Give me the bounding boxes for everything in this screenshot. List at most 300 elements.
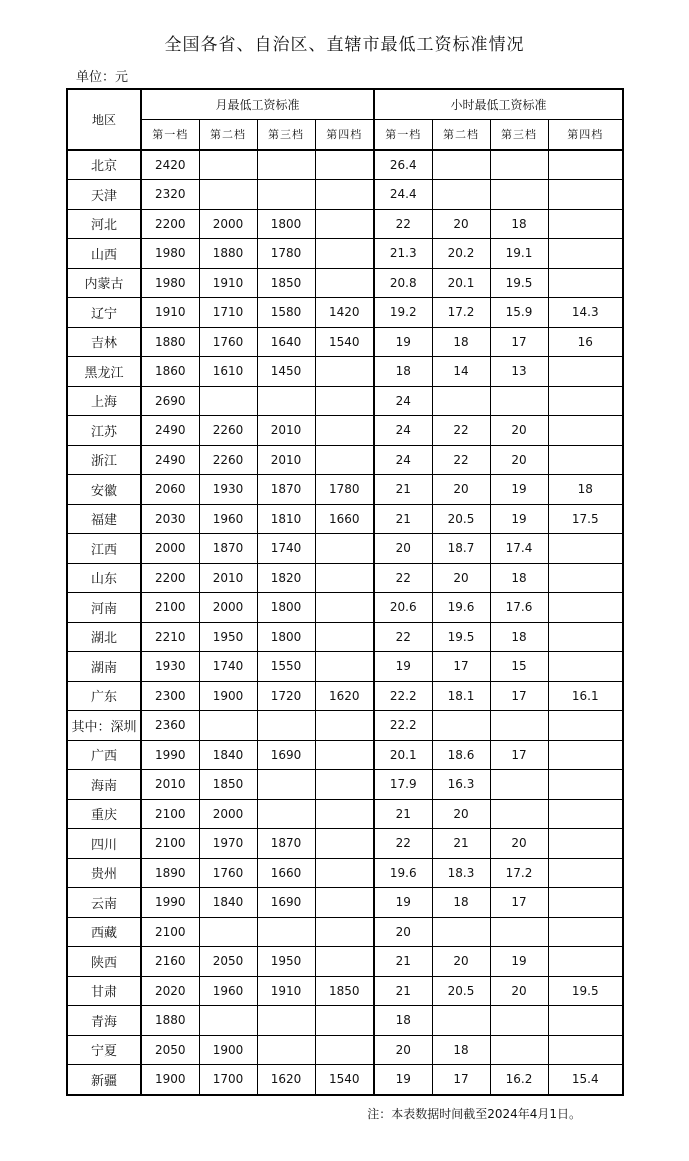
region-cell: 贵州 — [67, 858, 141, 888]
region-cell: 湖北 — [67, 622, 141, 652]
monthly-tier-2-cell: 1960 — [199, 504, 257, 534]
monthly-tier-4-cell: 1620 — [315, 681, 374, 711]
monthly-tier-1-cell: 2060 — [141, 475, 199, 505]
header-hourly-tier-3: 第三档 — [490, 119, 548, 150]
monthly-tier-1-cell: 1930 — [141, 652, 199, 682]
monthly-tier-1-cell: 2100 — [141, 593, 199, 623]
hourly-tier-4-cell — [548, 386, 623, 416]
monthly-tier-3-cell: 1660 — [257, 858, 315, 888]
monthly-tier-2-cell: 1950 — [199, 622, 257, 652]
monthly-tier-4-cell: 1780 — [315, 475, 374, 505]
monthly-tier-4-cell — [315, 829, 374, 859]
monthly-tier-3-cell: 1690 — [257, 740, 315, 770]
monthly-tier-2-cell: 1850 — [199, 770, 257, 800]
monthly-tier-3-cell: 1800 — [257, 593, 315, 623]
page-title: 全国各省、自治区、直辖市最低工资标准情况 — [164, 35, 525, 55]
hourly-tier-2-cell: 18 — [432, 888, 490, 918]
monthly-tier-1-cell: 2020 — [141, 976, 199, 1006]
region-cell: 黑龙江 — [67, 357, 141, 387]
monthly-tier-1-cell: 2000 — [141, 534, 199, 564]
table-row — [67, 947, 623, 977]
monthly-tier-1-cell: 1980 — [141, 239, 199, 269]
hourly-tier-2-cell: 20 — [432, 209, 490, 239]
table-row — [67, 711, 623, 741]
monthly-tier-3-cell: 1620 — [257, 1065, 315, 1095]
table-row — [67, 652, 623, 682]
hourly-tier-1-cell: 19 — [374, 327, 432, 357]
minimum-wage-table — [66, 88, 624, 1096]
monthly-tier-4-cell: 1660 — [315, 504, 374, 534]
hourly-tier-4-cell — [548, 652, 623, 682]
monthly-tier-2-cell: 2000 — [199, 209, 257, 239]
hourly-tier-1-cell: 20.8 — [374, 268, 432, 298]
region-cell: 云南 — [67, 888, 141, 918]
table-row — [67, 740, 623, 770]
region-cell: 河北 — [67, 209, 141, 239]
hourly-tier-3-cell: 15.9 — [490, 298, 548, 328]
monthly-tier-1-cell: 1900 — [141, 1065, 199, 1095]
hourly-tier-1-cell: 22 — [374, 563, 432, 593]
monthly-tier-4-cell — [315, 888, 374, 918]
monthly-tier-4-cell — [315, 740, 374, 770]
monthly-tier-2-cell — [199, 917, 257, 947]
monthly-tier-4-cell — [315, 858, 374, 888]
hourly-tier-2-cell: 19.6 — [432, 593, 490, 623]
monthly-tier-4-cell: 1850 — [315, 976, 374, 1006]
monthly-tier-3-cell: 1450 — [257, 357, 315, 387]
monthly-tier-1-cell: 2210 — [141, 622, 199, 652]
hourly-tier-4-cell — [548, 858, 623, 888]
hourly-tier-1-cell: 21 — [374, 799, 432, 829]
hourly-tier-2-cell — [432, 917, 490, 947]
hourly-tier-3-cell: 17.4 — [490, 534, 548, 564]
header-hourly: 小时最低工资标准 — [374, 89, 623, 119]
monthly-tier-4-cell — [315, 917, 374, 947]
monthly-tier-2-cell — [199, 150, 257, 180]
monthly-tier-3-cell — [257, 180, 315, 210]
table-row — [67, 563, 623, 593]
monthly-tier-2-cell — [199, 1006, 257, 1036]
hourly-tier-4-cell — [548, 622, 623, 652]
hourly-tier-3-cell: 20 — [490, 445, 548, 475]
monthly-tier-4-cell — [315, 563, 374, 593]
monthly-tier-4-cell — [315, 150, 374, 180]
monthly-tier-3-cell: 1690 — [257, 888, 315, 918]
monthly-tier-2-cell — [199, 386, 257, 416]
monthly-tier-2-cell: 1900 — [199, 1035, 257, 1065]
table-row — [67, 298, 623, 328]
table-body — [67, 150, 623, 1095]
hourly-tier-1-cell: 20.6 — [374, 593, 432, 623]
monthly-tier-1-cell: 2200 — [141, 209, 199, 239]
monthly-tier-1-cell: 1880 — [141, 1006, 199, 1036]
hourly-tier-2-cell: 18 — [432, 327, 490, 357]
monthly-tier-2-cell: 1910 — [199, 268, 257, 298]
monthly-tier-3-cell: 1780 — [257, 239, 315, 269]
header-hourly-tier-2: 第二档 — [432, 119, 490, 150]
monthly-tier-4-cell — [315, 445, 374, 475]
hourly-tier-1-cell: 24 — [374, 386, 432, 416]
hourly-tier-4-cell — [548, 1006, 623, 1036]
hourly-tier-1-cell: 18 — [374, 357, 432, 387]
hourly-tier-2-cell: 20 — [432, 563, 490, 593]
monthly-tier-1-cell: 1860 — [141, 357, 199, 387]
hourly-tier-3-cell — [490, 711, 548, 741]
table-row — [67, 357, 623, 387]
hourly-tier-2-cell: 21 — [432, 829, 490, 859]
monthly-tier-2-cell: 2000 — [199, 593, 257, 623]
hourly-tier-2-cell: 16.3 — [432, 770, 490, 800]
hourly-tier-4-cell — [548, 150, 623, 180]
table-row — [67, 1065, 623, 1095]
hourly-tier-1-cell: 21 — [374, 504, 432, 534]
hourly-tier-1-cell: 18 — [374, 1006, 432, 1036]
hourly-tier-3-cell — [490, 1035, 548, 1065]
monthly-tier-3-cell — [257, 799, 315, 829]
table-row — [67, 534, 623, 564]
monthly-tier-2-cell: 1880 — [199, 239, 257, 269]
table-row — [67, 917, 623, 947]
table-row — [67, 386, 623, 416]
table-row — [67, 858, 623, 888]
monthly-tier-4-cell — [315, 622, 374, 652]
region-cell: 福建 — [67, 504, 141, 534]
hourly-tier-4-cell: 15.4 — [548, 1065, 623, 1095]
region-cell: 湖南 — [67, 652, 141, 682]
monthly-tier-3-cell — [257, 770, 315, 800]
hourly-tier-3-cell: 17.2 — [490, 858, 548, 888]
hourly-tier-1-cell: 22 — [374, 209, 432, 239]
region-cell: 浙江 — [67, 445, 141, 475]
monthly-tier-2-cell: 2260 — [199, 445, 257, 475]
monthly-tier-3-cell: 1810 — [257, 504, 315, 534]
hourly-tier-1-cell: 22 — [374, 622, 432, 652]
monthly-tier-4-cell — [315, 209, 374, 239]
monthly-tier-2-cell: 1710 — [199, 298, 257, 328]
hourly-tier-1-cell: 20 — [374, 917, 432, 947]
hourly-tier-3-cell: 16.2 — [490, 1065, 548, 1095]
hourly-tier-4-cell: 16 — [548, 327, 623, 357]
hourly-tier-3-cell: 18 — [490, 622, 548, 652]
table-row — [67, 681, 623, 711]
monthly-tier-4-cell — [315, 1035, 374, 1065]
monthly-tier-3-cell — [257, 150, 315, 180]
hourly-tier-1-cell: 24 — [374, 445, 432, 475]
region-cell: 江苏 — [67, 416, 141, 446]
header-region: 地区 — [67, 89, 141, 150]
hourly-tier-3-cell — [490, 150, 548, 180]
monthly-tier-1-cell: 2010 — [141, 770, 199, 800]
monthly-tier-3-cell: 1870 — [257, 475, 315, 505]
hourly-tier-2-cell — [432, 711, 490, 741]
monthly-tier-3-cell: 1850 — [257, 268, 315, 298]
monthly-tier-3-cell: 1720 — [257, 681, 315, 711]
hourly-tier-2-cell: 20.2 — [432, 239, 490, 269]
monthly-tier-4-cell — [315, 711, 374, 741]
monthly-tier-3-cell: 2010 — [257, 416, 315, 446]
header-monthly-tier-4: 第四档 — [315, 119, 374, 150]
monthly-tier-1-cell: 1880 — [141, 327, 199, 357]
hourly-tier-4-cell — [548, 711, 623, 741]
monthly-tier-2-cell: 2000 — [199, 799, 257, 829]
monthly-tier-2-cell: 1900 — [199, 681, 257, 711]
monthly-tier-2-cell: 2050 — [199, 947, 257, 977]
hourly-tier-4-cell — [548, 416, 623, 446]
hourly-tier-3-cell — [490, 770, 548, 800]
region-cell: 新疆 — [67, 1065, 141, 1095]
header-hourly-tier-1: 第一档 — [374, 119, 432, 150]
hourly-tier-2-cell: 20 — [432, 475, 490, 505]
monthly-tier-1-cell: 1890 — [141, 858, 199, 888]
hourly-tier-2-cell — [432, 180, 490, 210]
footnote: 注：本表数据时间截至2024年4月1日。 — [367, 1107, 581, 1121]
monthly-tier-3-cell: 2010 — [257, 445, 315, 475]
monthly-tier-4-cell — [315, 1006, 374, 1036]
hourly-tier-2-cell — [432, 386, 490, 416]
hourly-tier-4-cell — [548, 445, 623, 475]
table-row — [67, 799, 623, 829]
region-cell: 海南 — [67, 770, 141, 800]
hourly-tier-4-cell: 16.1 — [548, 681, 623, 711]
monthly-tier-1-cell: 2690 — [141, 386, 199, 416]
hourly-tier-4-cell — [548, 888, 623, 918]
table-row — [67, 504, 623, 534]
monthly-tier-3-cell: 1820 — [257, 563, 315, 593]
monthly-tier-4-cell — [315, 386, 374, 416]
table-row — [67, 209, 623, 239]
monthly-tier-2-cell — [199, 180, 257, 210]
region-cell: 广西 — [67, 740, 141, 770]
hourly-tier-1-cell: 21 — [374, 947, 432, 977]
hourly-tier-3-cell: 19.5 — [490, 268, 548, 298]
hourly-tier-3-cell: 19 — [490, 475, 548, 505]
hourly-tier-2-cell: 19.5 — [432, 622, 490, 652]
monthly-tier-1-cell: 2200 — [141, 563, 199, 593]
monthly-tier-1-cell: 2050 — [141, 1035, 199, 1065]
hourly-tier-3-cell: 19 — [490, 947, 548, 977]
hourly-tier-1-cell: 17.9 — [374, 770, 432, 800]
hourly-tier-1-cell: 21.3 — [374, 239, 432, 269]
monthly-tier-2-cell: 1930 — [199, 475, 257, 505]
hourly-tier-4-cell — [548, 268, 623, 298]
hourly-tier-1-cell: 19 — [374, 888, 432, 918]
region-cell: 宁夏 — [67, 1035, 141, 1065]
region-cell: 河南 — [67, 593, 141, 623]
hourly-tier-1-cell: 24.4 — [374, 180, 432, 210]
region-cell: 天津 — [67, 180, 141, 210]
hourly-tier-1-cell: 21 — [374, 976, 432, 1006]
hourly-tier-2-cell — [432, 1006, 490, 1036]
monthly-tier-3-cell: 1800 — [257, 622, 315, 652]
hourly-tier-2-cell: 20.1 — [432, 268, 490, 298]
header-monthly-tier-1: 第一档 — [141, 119, 199, 150]
hourly-tier-1-cell: 19.2 — [374, 298, 432, 328]
table-row — [67, 416, 623, 446]
hourly-tier-1-cell: 19 — [374, 1065, 432, 1095]
region-cell: 其中：深圳 — [67, 711, 141, 741]
monthly-tier-4-cell — [315, 416, 374, 446]
table-row — [67, 150, 623, 180]
region-cell: 甘肃 — [67, 976, 141, 1006]
region-cell: 江西 — [67, 534, 141, 564]
monthly-tier-2-cell: 2010 — [199, 563, 257, 593]
table-row — [67, 829, 623, 859]
table-row — [67, 239, 623, 269]
table-row — [67, 1035, 623, 1065]
hourly-tier-4-cell — [548, 357, 623, 387]
monthly-tier-3-cell — [257, 711, 315, 741]
hourly-tier-3-cell — [490, 180, 548, 210]
monthly-tier-2-cell: 1960 — [199, 976, 257, 1006]
table-row — [67, 593, 623, 623]
table-row — [67, 1006, 623, 1036]
monthly-tier-4-cell — [315, 593, 374, 623]
monthly-tier-1-cell: 2490 — [141, 445, 199, 475]
monthly-tier-4-cell: 1540 — [315, 327, 374, 357]
hourly-tier-3-cell: 18 — [490, 563, 548, 593]
table-row — [67, 770, 623, 800]
hourly-tier-2-cell: 14 — [432, 357, 490, 387]
hourly-tier-2-cell: 22 — [432, 445, 490, 475]
hourly-tier-2-cell: 18.7 — [432, 534, 490, 564]
region-cell: 吉林 — [67, 327, 141, 357]
hourly-tier-2-cell: 18.6 — [432, 740, 490, 770]
hourly-tier-2-cell: 20.5 — [432, 504, 490, 534]
monthly-tier-1-cell: 2490 — [141, 416, 199, 446]
hourly-tier-3-cell: 20 — [490, 416, 548, 446]
header-monthly: 月最低工资标准 — [141, 89, 374, 119]
hourly-tier-1-cell: 20 — [374, 1035, 432, 1065]
monthly-tier-3-cell — [257, 1035, 315, 1065]
hourly-tier-3-cell — [490, 917, 548, 947]
table-row — [67, 445, 623, 475]
unit-label: 单位：元 — [76, 70, 129, 85]
region-cell: 内蒙古 — [67, 268, 141, 298]
region-cell: 山西 — [67, 239, 141, 269]
monthly-tier-3-cell: 1950 — [257, 947, 315, 977]
monthly-tier-2-cell: 1760 — [199, 858, 257, 888]
header-monthly-tier-3: 第三档 — [257, 119, 315, 150]
hourly-tier-4-cell — [548, 239, 623, 269]
monthly-tier-2-cell — [199, 711, 257, 741]
monthly-tier-4-cell — [315, 799, 374, 829]
monthly-tier-4-cell — [315, 357, 374, 387]
hourly-tier-2-cell: 18.3 — [432, 858, 490, 888]
hourly-tier-1-cell: 26.4 — [374, 150, 432, 180]
monthly-tier-1-cell: 2360 — [141, 711, 199, 741]
table-row — [67, 976, 623, 1006]
monthly-tier-1-cell: 2030 — [141, 504, 199, 534]
hourly-tier-2-cell: 18.1 — [432, 681, 490, 711]
hourly-tier-3-cell — [490, 1006, 548, 1036]
monthly-tier-3-cell: 1870 — [257, 829, 315, 859]
hourly-tier-2-cell: 18 — [432, 1035, 490, 1065]
hourly-tier-3-cell: 18 — [490, 209, 548, 239]
hourly-tier-4-cell — [548, 1035, 623, 1065]
hourly-tier-4-cell: 18 — [548, 475, 623, 505]
hourly-tier-3-cell: 17.6 — [490, 593, 548, 623]
hourly-tier-3-cell — [490, 799, 548, 829]
monthly-tier-1-cell: 1980 — [141, 268, 199, 298]
table-row — [67, 475, 623, 505]
monthly-tier-3-cell: 1910 — [257, 976, 315, 1006]
region-cell: 西藏 — [67, 917, 141, 947]
monthly-tier-1-cell: 1990 — [141, 740, 199, 770]
hourly-tier-3-cell: 13 — [490, 357, 548, 387]
monthly-tier-4-cell — [315, 534, 374, 564]
region-cell: 广东 — [67, 681, 141, 711]
hourly-tier-1-cell: 22.2 — [374, 681, 432, 711]
hourly-tier-3-cell: 19.1 — [490, 239, 548, 269]
monthly-tier-3-cell: 1640 — [257, 327, 315, 357]
monthly-tier-1-cell: 1990 — [141, 888, 199, 918]
monthly-tier-4-cell — [315, 770, 374, 800]
monthly-tier-2-cell: 1760 — [199, 327, 257, 357]
hourly-tier-1-cell: 21 — [374, 475, 432, 505]
table-row — [67, 327, 623, 357]
hourly-tier-1-cell: 19 — [374, 652, 432, 682]
hourly-tier-3-cell — [490, 386, 548, 416]
hourly-tier-4-cell — [548, 917, 623, 947]
monthly-tier-2-cell: 1610 — [199, 357, 257, 387]
hourly-tier-1-cell: 24 — [374, 416, 432, 446]
hourly-tier-4-cell — [548, 947, 623, 977]
header-monthly-tier-2: 第二档 — [199, 119, 257, 150]
monthly-tier-1-cell: 2160 — [141, 947, 199, 977]
hourly-tier-3-cell: 19 — [490, 504, 548, 534]
hourly-tier-3-cell: 20 — [490, 976, 548, 1006]
hourly-tier-3-cell: 15 — [490, 652, 548, 682]
hourly-tier-1-cell: 22.2 — [374, 711, 432, 741]
hourly-tier-4-cell: 19.5 — [548, 976, 623, 1006]
hourly-tier-2-cell: 20.5 — [432, 976, 490, 1006]
monthly-tier-1-cell: 2300 — [141, 681, 199, 711]
region-cell: 北京 — [67, 150, 141, 180]
table-row — [67, 268, 623, 298]
monthly-tier-1-cell: 1910 — [141, 298, 199, 328]
monthly-tier-3-cell: 1800 — [257, 209, 315, 239]
hourly-tier-2-cell — [432, 150, 490, 180]
hourly-tier-2-cell: 17 — [432, 1065, 490, 1095]
monthly-tier-3-cell: 1550 — [257, 652, 315, 682]
monthly-tier-1-cell: 2100 — [141, 829, 199, 859]
hourly-tier-4-cell — [548, 740, 623, 770]
monthly-tier-2-cell: 1970 — [199, 829, 257, 859]
monthly-tier-3-cell — [257, 917, 315, 947]
table-row — [67, 888, 623, 918]
monthly-tier-2-cell: 2260 — [199, 416, 257, 446]
hourly-tier-4-cell — [548, 209, 623, 239]
region-cell: 青海 — [67, 1006, 141, 1036]
hourly-tier-1-cell: 20 — [374, 534, 432, 564]
hourly-tier-2-cell: 20 — [432, 947, 490, 977]
monthly-tier-2-cell: 1840 — [199, 888, 257, 918]
hourly-tier-1-cell: 19.6 — [374, 858, 432, 888]
monthly-tier-1-cell: 2320 — [141, 180, 199, 210]
hourly-tier-4-cell — [548, 799, 623, 829]
header-hourly-tier-4: 第四档 — [548, 119, 623, 150]
monthly-tier-2-cell: 1740 — [199, 652, 257, 682]
hourly-tier-3-cell: 17 — [490, 888, 548, 918]
hourly-tier-1-cell: 20.1 — [374, 740, 432, 770]
hourly-tier-4-cell — [548, 534, 623, 564]
hourly-tier-4-cell — [548, 593, 623, 623]
monthly-tier-2-cell: 1870 — [199, 534, 257, 564]
hourly-tier-4-cell: 14.3 — [548, 298, 623, 328]
monthly-tier-1-cell: 2100 — [141, 799, 199, 829]
monthly-tier-3-cell: 1740 — [257, 534, 315, 564]
monthly-tier-1-cell: 2420 — [141, 150, 199, 180]
